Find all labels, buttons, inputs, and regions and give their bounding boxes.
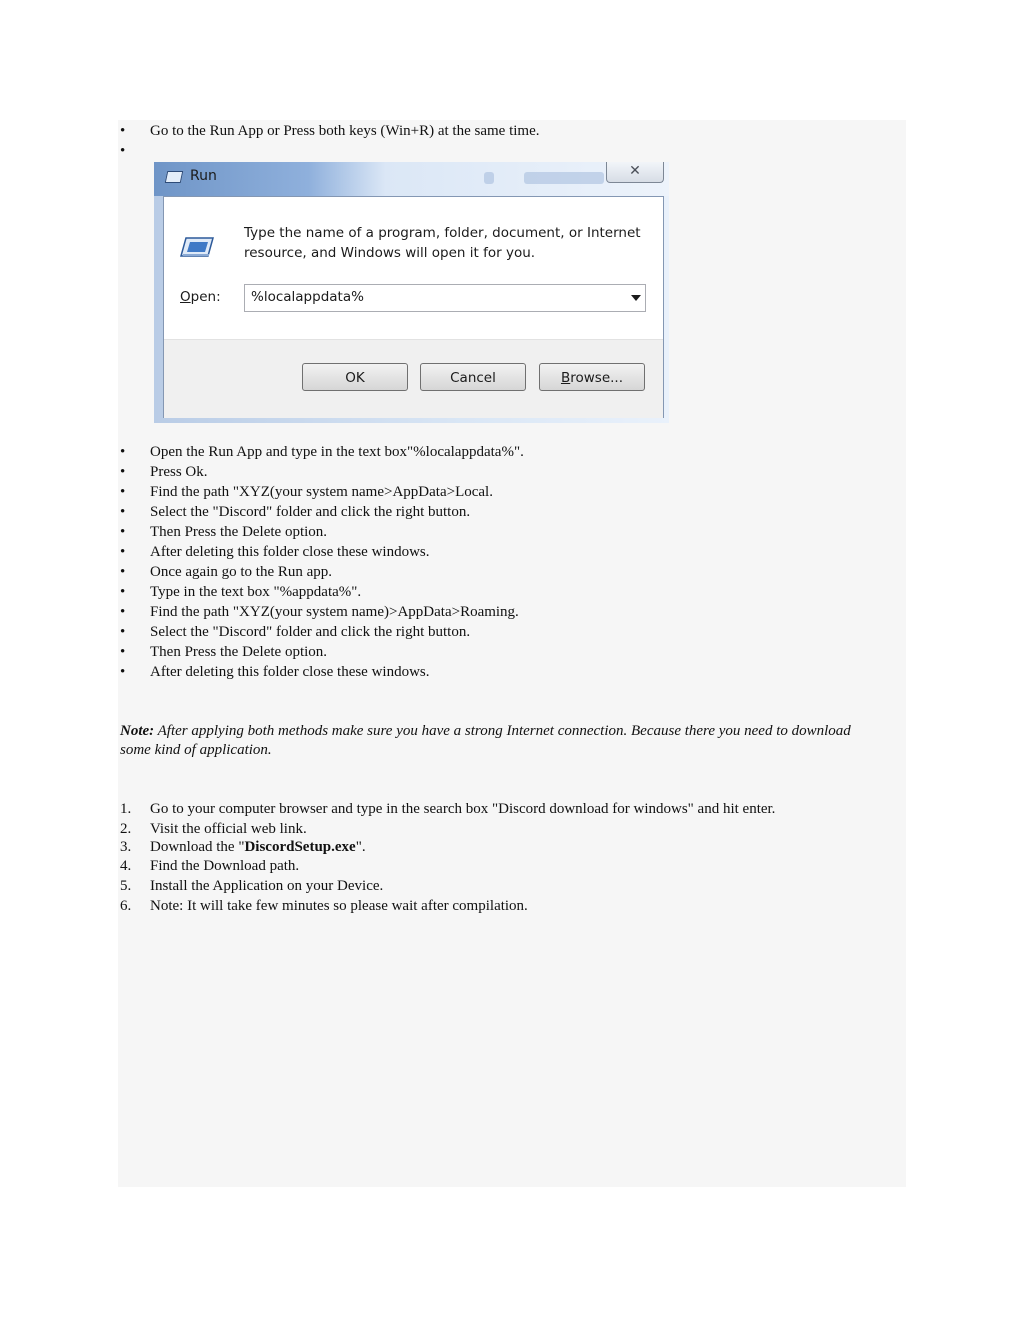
bullet: • bbox=[120, 664, 126, 680]
run-dialog-title: Run bbox=[190, 168, 217, 184]
list-item-text: Type in the text box "%appdata%". bbox=[150, 584, 362, 600]
item-number: 3. bbox=[120, 839, 132, 855]
item-text: Visit the official web link. bbox=[150, 821, 307, 837]
filename: DiscordSetup.exe bbox=[244, 839, 356, 855]
item-text: Note: It will take few minutes so please wait after compilation. bbox=[150, 898, 528, 914]
list-item-text: Then Press the Delete option. bbox=[150, 524, 328, 540]
open-label: Open: bbox=[180, 289, 221, 305]
background-blur bbox=[484, 172, 494, 184]
description-line: Type the name of a program, folder, document, or Internet bbox=[244, 225, 641, 241]
item-text: Download the "DiscordSetup.exe". bbox=[150, 839, 366, 855]
bullet: • bbox=[120, 484, 126, 500]
run-dialog-screenshot bbox=[154, 162, 669, 423]
bullet: • bbox=[120, 544, 126, 560]
note-paragraph bbox=[120, 722, 880, 760]
run-app-icon bbox=[180, 237, 214, 257]
item-text: Install the Application on your Device. bbox=[150, 878, 384, 894]
bullet: • bbox=[120, 604, 126, 620]
list-item-text: After deleting this folder close these windows. bbox=[150, 664, 430, 680]
browse-button[interactable]: Browse... bbox=[539, 363, 645, 391]
list-item-text: Select the "Discord" folder and click the right button. bbox=[150, 624, 471, 640]
list-item-text: Once again go to the Run app. bbox=[150, 564, 333, 580]
bullet: • bbox=[120, 444, 126, 460]
run-dialog-description bbox=[244, 223, 641, 263]
bullet: • bbox=[120, 564, 126, 580]
bullet: • bbox=[120, 584, 126, 600]
list-item-text: Then Press the Delete option. bbox=[150, 644, 328, 660]
cancel-button[interactable]: Cancel bbox=[420, 363, 526, 391]
close-button[interactable] bbox=[606, 162, 664, 183]
item-number: 5. bbox=[120, 878, 132, 894]
run-dialog-body bbox=[163, 196, 664, 418]
bullet: • bbox=[120, 624, 126, 640]
note-text: After applying both methods make sure you have a strong Internet connection. Because there you need to download some kind of application. bbox=[120, 723, 851, 758]
bullet: • bbox=[120, 464, 126, 480]
item-text: Find the Download path. bbox=[150, 858, 300, 874]
bullet: • bbox=[120, 524, 126, 540]
bullet: • bbox=[120, 143, 126, 159]
run-dialog-titlebar bbox=[154, 162, 669, 196]
bullet: • bbox=[120, 644, 126, 660]
list-item-text: Select the "Discord" folder and click the right button. bbox=[150, 504, 471, 520]
open-input[interactable]: %localappdata% bbox=[251, 289, 364, 305]
list-item-text: Find the path "XYZ(your system name)>AppData>Roaming. bbox=[150, 604, 519, 620]
item-number: 4. bbox=[120, 858, 132, 874]
run-app-icon bbox=[165, 171, 184, 183]
item-number: 1. bbox=[120, 801, 132, 817]
list-item-text: Find the path "XYZ(your system name>AppData>Local. bbox=[150, 484, 493, 500]
list-item-text: After deleting this folder close these windows. bbox=[150, 544, 430, 560]
item-number: 6. bbox=[120, 898, 132, 914]
close-icon: ✕ bbox=[629, 163, 641, 179]
list-item-text: Open the Run App and type in the text box"%localappdata%". bbox=[150, 444, 524, 460]
bullet: • bbox=[120, 123, 126, 139]
list-item-text: Go to the Run App or Press both keys (Win+R) at the same time. bbox=[150, 123, 540, 139]
background-blur bbox=[524, 172, 604, 184]
description-line: resource, and Windows will open it for you. bbox=[244, 245, 536, 261]
ok-button[interactable]: OK bbox=[302, 363, 408, 391]
note-label: Note: bbox=[120, 723, 155, 739]
bullet: • bbox=[120, 504, 126, 520]
list-item-text: Press Ok. bbox=[150, 464, 208, 480]
item-text: Go to your computer browser and type in the search box "Discord download for windows" and hit enter. bbox=[150, 801, 776, 817]
chevron-down-icon[interactable] bbox=[631, 295, 641, 301]
open-combobox[interactable] bbox=[244, 284, 646, 312]
item-number: 2. bbox=[120, 821, 132, 837]
